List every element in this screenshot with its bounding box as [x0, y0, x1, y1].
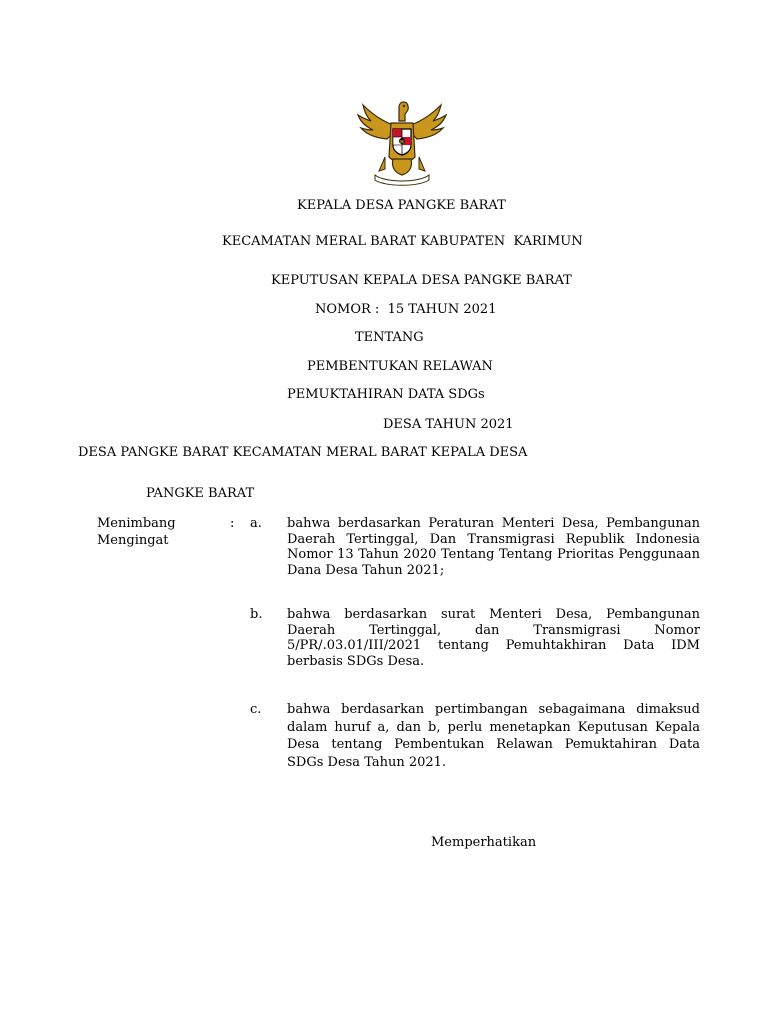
region-heading: KECAMATAN MERAL BARAT KABUPATEN KARIMUN: [222, 234, 583, 249]
consideration-item-a: bahwa berdasarkan Peraturan Menteri Desa, Pembangunan Daerah Tertinggal, Dan Transmigrasi Republik Indonesia Nomor 13 Tahun 2020 Tentang Tentang Prioritas Penggunaan Dana Desa Tahun 2021;: [287, 516, 700, 578]
mengingat-label: Mengingat: [97, 533, 169, 548]
menimbang-label: Menimbang: [97, 516, 176, 531]
subject-line-3: DESA TAHUN 2021: [383, 417, 514, 432]
memperhatikan-label: Memperhatikan: [431, 835, 537, 850]
issuer-heading: KEPALA DESA PANGKE BARAT: [297, 198, 506, 213]
subject-line-2: PEMUKTAHIRAN DATA SDGs: [287, 387, 485, 402]
item-letter-c: c.: [250, 702, 262, 717]
about-label: TENTANG: [355, 330, 424, 345]
colon-separator: :: [230, 516, 235, 531]
official-line-2: PANGKE BARAT: [146, 486, 255, 501]
consideration-item-c: bahwa berdasarkan pertimbangan sebagaimana dimaksud dalam huruf a, dan b, perlu menetapkan Keputusan Kepala Desa tentang Pembentukan Relawan Pemuktahiran Data SDGs Desa Tahun 2021.: [287, 702, 700, 770]
garuda-emblem-icon: [355, 97, 449, 187]
item-letter-a: a.: [250, 516, 262, 531]
official-line-1: DESA PANGKE BARAT KECAMATAN MERAL BARAT KEPALA DESA: [78, 445, 528, 460]
consideration-item-b: bahwa berdasarkan surat Menteri Desa, Pembangunan Daerah Tertinggal, dan Transmigrasi Nomor 5/PR/.03.01/III/2021 tentang Pemuhtakhiran Data IDM berbasis SDGs Desa.: [287, 607, 700, 669]
decree-title: KEPUTUSAN KEPALA DESA PANGKE BARAT: [271, 273, 572, 288]
subject-line-1: PEMBENTUKAN RELAWAN: [307, 359, 493, 374]
item-letter-b: b.: [250, 607, 263, 622]
decree-number: NOMOR : 15 TAHUN 2021: [315, 302, 497, 317]
